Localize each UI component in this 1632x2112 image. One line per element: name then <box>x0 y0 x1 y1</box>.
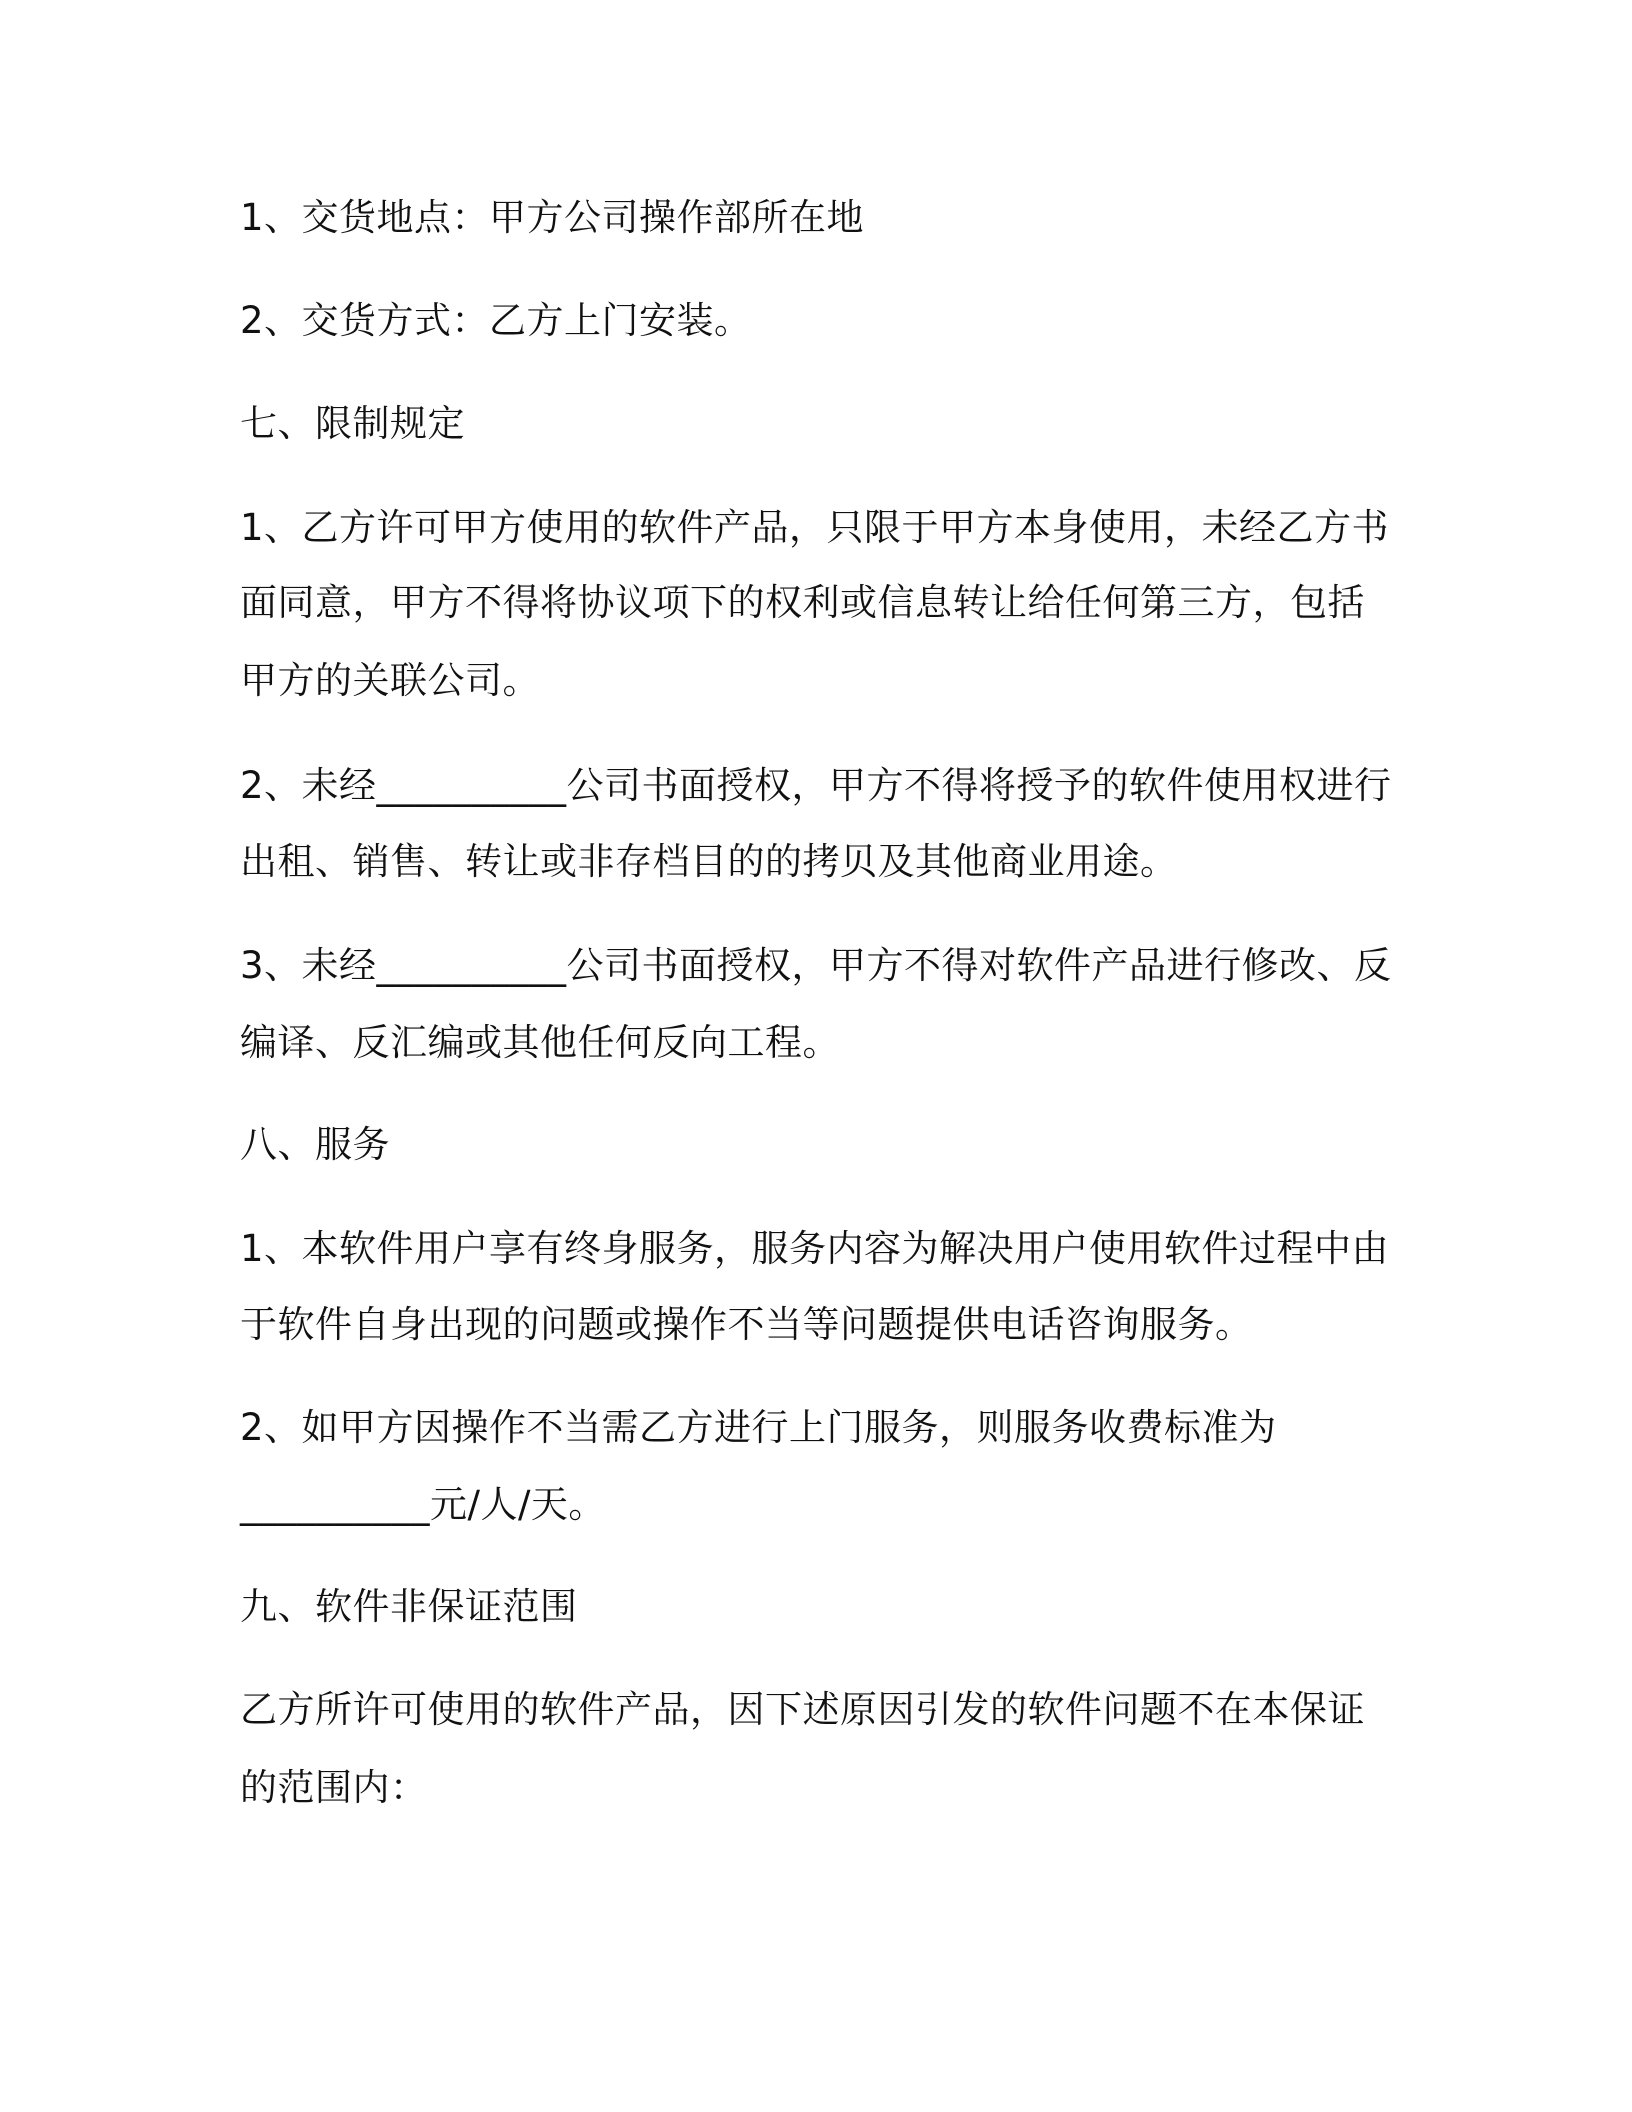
restriction-3-line-2: 编译、反汇编或其他任何反向工程。 <box>240 1021 840 1064</box>
service-1-line-1: 1、本软件用户享有终身服务，服务内容为解决用户使用软件过程中由 <box>240 1227 1390 1270</box>
restriction-1-line-1: 1、乙方许可甲方使用的软件产品，只限于甲方本身使用，未经乙方书 <box>240 506 1390 549</box>
restriction-1-line-3: 甲方的关联公司。 <box>240 659 540 702</box>
non-warranty-line-1: 乙方所许可使用的软件产品，因下述原因引发的软件问题不在本保证 <box>240 1688 1365 1731</box>
restriction-3-line-1: 3、未经__________公司书面授权，甲方不得对软件产品进行修改、反 <box>240 944 1392 987</box>
section-heading-non-warranty: 九、软件非保证范围 <box>240 1585 578 1628</box>
restriction-2-line-1: 2、未经__________公司书面授权，甲方不得将授予的软件使用权进行 <box>240 764 1392 807</box>
section-heading-service: 八、服务 <box>240 1123 390 1166</box>
section-heading-restrictions: 七、限制规定 <box>240 402 465 445</box>
service-2-line-1: 2、如甲方因操作不当需乙方进行上门服务，则服务收费标准为 <box>240 1406 1277 1449</box>
service-2-line-2: __________元/人/天。 <box>240 1483 606 1526</box>
restriction-2-line-2: 出租、销售、转让或非存档目的的拷贝及其他商业用途。 <box>240 840 1178 883</box>
non-warranty-line-2: 的范围内： <box>240 1766 428 1809</box>
service-1-line-2: 于软件自身出现的问题或操作不当等问题提供电话咨询服务。 <box>240 1303 1253 1346</box>
delivery-location-line: 1、交货地点：甲方公司操作部所在地 <box>240 196 865 239</box>
delivery-method-line: 2、交货方式：乙方上门安装。 <box>240 299 752 342</box>
restriction-1-line-2: 面同意，甲方不得将协议项下的权利或信息转让给任何第三方，包括 <box>240 581 1365 624</box>
